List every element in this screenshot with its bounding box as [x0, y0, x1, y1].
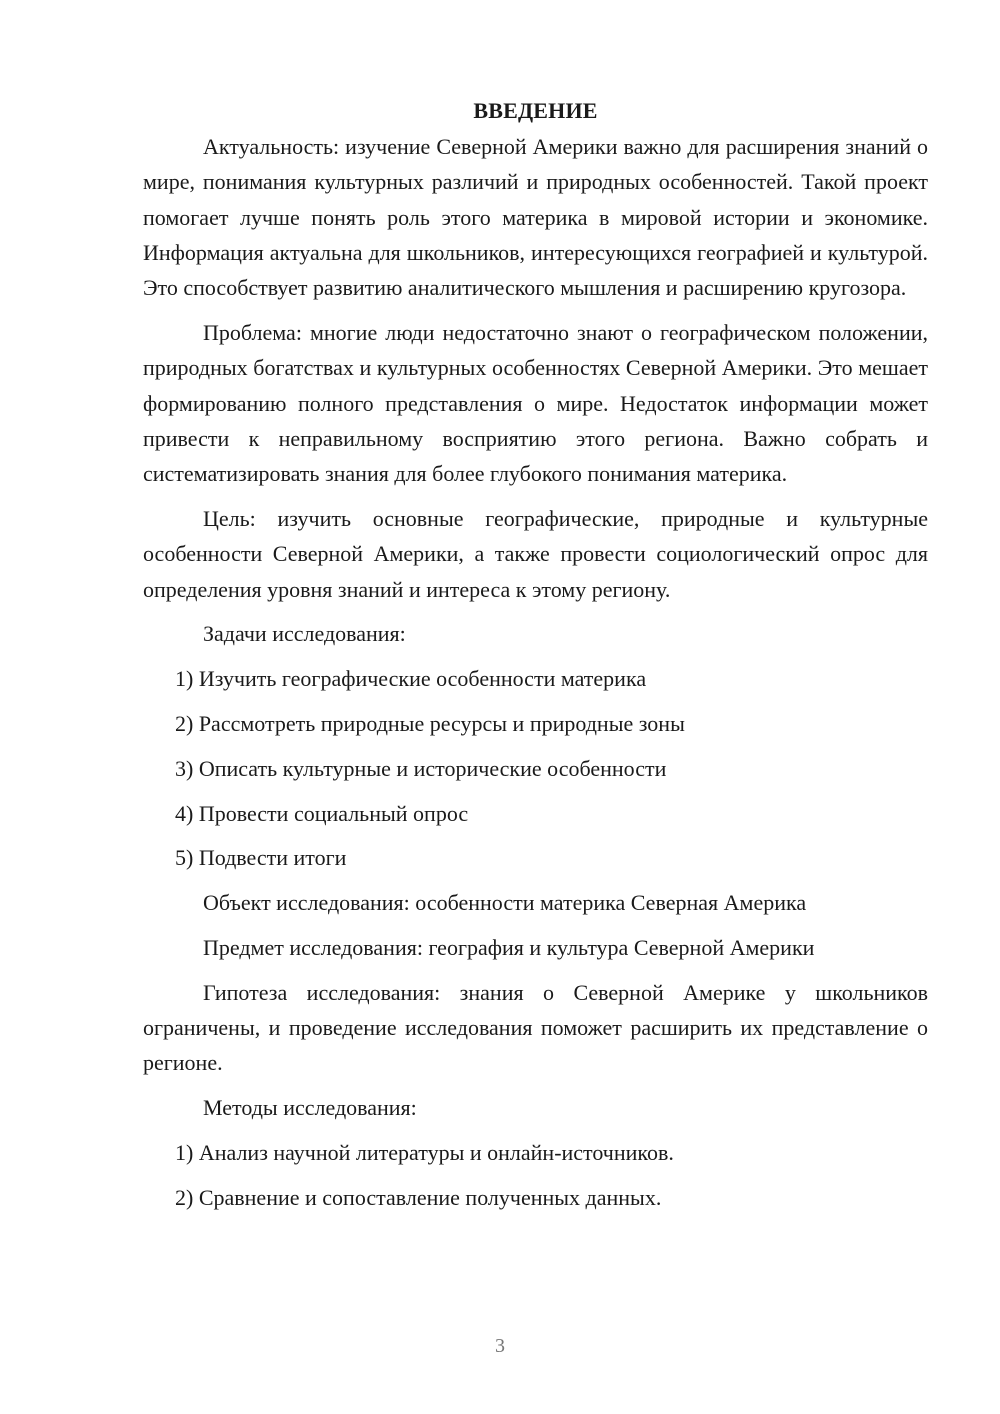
tasks-heading: Задачи исследования:	[203, 621, 406, 647]
list-item: 1) Анализ научной литературы и онлайн-источников.	[175, 1139, 674, 1165]
list-item: 4) Провести социальный опрос	[175, 800, 469, 826]
goal-paragraph: Цель: изучить основные географические, природные и культурные особенности Северной Америки, а также провести социологический опрос для определения уровня знаний и интереса к этому региону.	[143, 505, 928, 602]
page-title: ВВЕДЕНИЕ	[473, 98, 598, 123]
list-item: 1) Изучить географические особенности материка	[175, 666, 647, 692]
object-line: Объект исследования: особенности материка Северная Америка	[203, 890, 807, 916]
methods-heading: Методы исследования:	[203, 1095, 417, 1121]
page-number: 3	[495, 1335, 505, 1357]
list-item: 5) Подвести итоги	[175, 845, 347, 871]
tasks-list	[143, 661, 928, 875]
problem-paragraph: Проблема: многие люди недостаточно знают о географическом положении, природных богатствах и культурных особенностях Северной Америки. Это мешает формированию полного представления о мире. Недостаток информации может привести к неправильному восприятию этого региона. Важно собрать и систематизировать знания для более глубокого понимания материка.	[143, 319, 928, 487]
subject-line: Предмет исследования: география и культура Северной Америки	[203, 934, 815, 960]
hypothesis-paragraph: Гипотеза исследования: знания о Северной Америке у школьников ограничены, и проведение исследования поможет расширить их представление о регионе.	[143, 979, 928, 1076]
methods-list	[143, 1135, 928, 1215]
relevance-paragraph: Актуальность: изучение Северной Америки важно для расширения знаний о мире, понимания культурных различий и природных особенностей. Такой проект помогает лучше понять роль этого материка в мировой истории и экономике. Информация актуальна для школьников, интересующихся географией и культурой. Это способствует развитию аналитического мышления и расширению кругозора.	[143, 134, 928, 301]
list-item: 2) Рассмотреть природные ресурсы и природные зоны	[175, 710, 685, 736]
document-page	[143, 96, 928, 1225]
list-item: 3) Описать культурные и исторические особенности	[175, 755, 667, 781]
list-item: 2) Сравнение и сопоставление полученных данных.	[175, 1184, 662, 1210]
